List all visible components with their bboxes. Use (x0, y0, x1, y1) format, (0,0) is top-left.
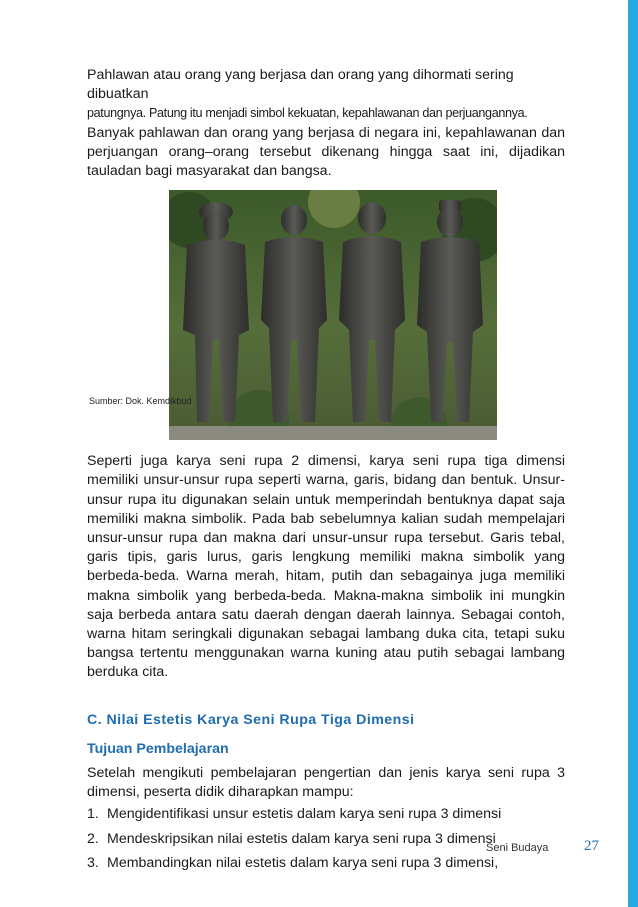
paragraph-unsur-rupa: Seperti juga karya seni rupa 2 dimensi, karya seni rupa tiga dimensi memiliki unsur-unsur rupa seperti warna, garis, bidang dan bentuk. Unsur-unsur rupa itu digunakan selain untuk memperindah bentuknya dapat saja memiliki makna simbolik. Pada bab sebelumnya kalian sudah mempelajari unsur-unsur rupa dan makna dari unsur-unsur rupa tersebut. Garis tebal, garis tipis, garis lurus, garis lengkung memiliki makna simbolik yang berbeda-beda. Warna merah, hitam, putih dan sebagainya juga memiliki makna simbolik yang berbeda-beda. Makna-makna simbolik ini mungkin saja berbeda antara satu daerah dengan daerah lainnya. Sebagai contoh, warna hitam seringkali digunakan sebagai lambang duka cita, tetapi suku bangsa tertentu menggunakan warna kuning atau putih sebagai lambang berduka cita. (87, 453, 565, 681)
objectives-intro: Setelah mengikuti pembelajaran pengertian dan jenis karya seni rupa 3 dimensi, peserta didik diharapkan mampu: (87, 765, 565, 801)
list-item (87, 854, 565, 873)
statues-photo (169, 190, 497, 440)
list-item-number: 2. (87, 830, 99, 847)
page-edge-stripe (628, 0, 638, 907)
list-item (87, 805, 565, 824)
intro-line-2: patungnya. Patung itu menjadi simbol kekuatan, kepahlawanan dan perjuangannya. (87, 106, 528, 121)
list-item-number: 3. (87, 854, 99, 871)
list-item-text: Mendeskripsikan nilai estetis dalam karya seni rupa 3 dimensi (107, 830, 496, 847)
list-item-text: Mengidentifikasi unsur estetis dalam karya seni rupa 3 dimensi (107, 806, 502, 823)
list-item-number: 1. (87, 806, 99, 823)
intro-line-1: Pahlawan atau orang yang berjasa dan orang yang dihormati sering dibuatkan (87, 67, 514, 103)
page-content (87, 66, 565, 878)
footer-book-title: Seni Budaya (486, 842, 549, 854)
list-item-text: Membandingkan nilai estetis dalam karya seni rupa 3 dimensi, (107, 854, 499, 871)
page-number: 27 (584, 838, 599, 854)
section-heading: C. Nilai Estetis Karya Seni Rupa Tiga Dimensi (87, 711, 415, 728)
figure-caption: Sumber: Dok. Kemdikbud (89, 396, 192, 406)
objectives-list (87, 805, 565, 873)
intro-paragraph-rest: Banyak pahlawan dan orang yang berjasa di negara ini, kepahlawanan dan perjuangan orang–orang tersebut dikenang hingga saat ini, dijadikan tauladan bagi masyarakat dan bangsa. (87, 124, 565, 180)
subsection-heading: Tujuan Pembelajaran (87, 740, 229, 757)
